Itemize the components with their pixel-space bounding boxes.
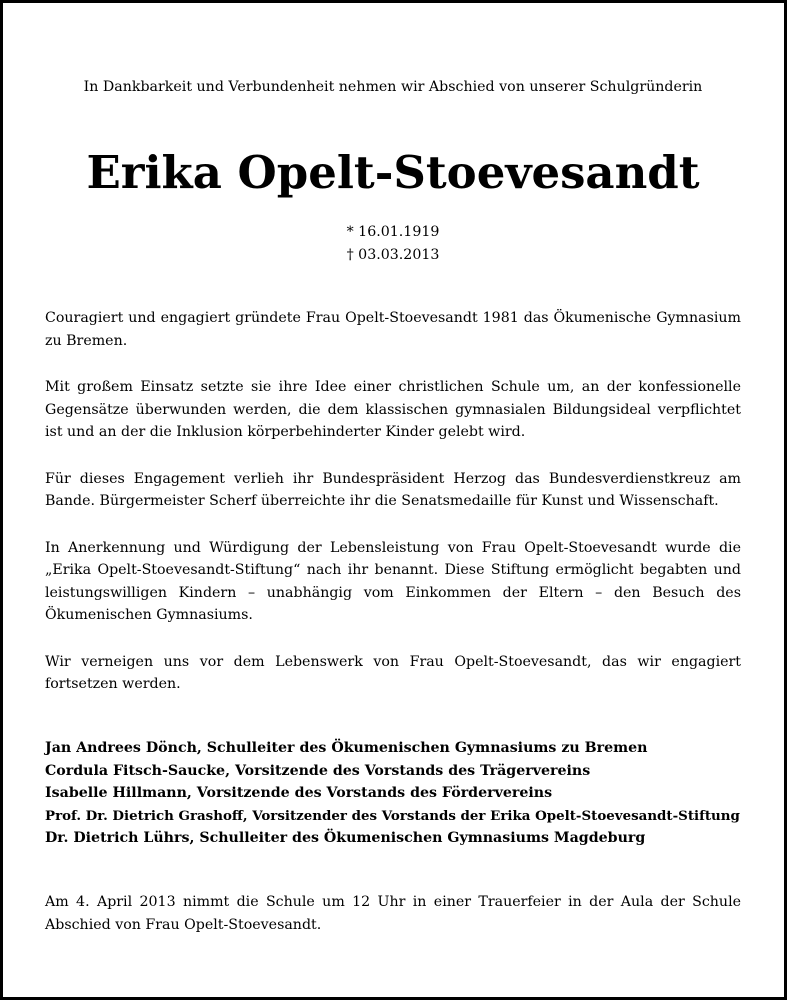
- signer: Prof. Dr. Dietrich Grashoff, Vorsitzender des Vorstands der Erika Opelt-Stoevesandt-Stiftung: [45, 807, 740, 824]
- signer: Isabelle Hillmann, Vorsitzende des Vorstands des Fördervereins: [45, 785, 553, 801]
- paragraph-legacy: Wir verneigen uns vor dem Lebenswerk von Frau Opelt-Stoevesandt, das wir engagiert fortsetzen werden.: [45, 653, 741, 692]
- death-date: † 03.03.2013: [346, 247, 440, 263]
- paragraph-honors: Für dieses Engagement verlieh ihr Bundespräsident Herzog das Bundesverdienstkreuz am Bande. Bürgermeister Scherf überreichte ihr die Senatsmedaille für Kunst und Wissenschaft.: [45, 470, 741, 509]
- signer: Jan Andrees Dönch, Schulleiter des Ökumenischen Gymnasiums zu Bremen: [45, 740, 648, 756]
- intro-line: In Dankbarkeit und Verbundenheit nehmen wir Abschied von unserer Schulgründerin: [83, 79, 703, 95]
- paragraph-founding: Couragiert und engagiert gründete Frau Opelt-Stoevesandt 1981 das Ökumenische Gymnasium zu Bremen.: [45, 310, 741, 349]
- signers-list: [45, 737, 741, 850]
- deceased-name: Erika Opelt-Stoevesandt: [86, 146, 700, 199]
- signer: Cordula Fitsch-Saucke, Vorsitzende des Vorstands des Trägervereins: [45, 762, 591, 779]
- paragraph-foundation: In Anerkennung und Würdigung der Lebensleistung von Frau Opelt-Stoevesandt wurde die „Erika Opelt-Stoevesandt-Stiftung“ nach ihr benannt. Diese Stiftung ermöglicht begabten und leistungswilligen Kindern – unabhängig vom Einkommen der Eltern – den Besuch des Ökumenischen Gymnasiums.: [45, 539, 741, 623]
- life-dates: [45, 221, 741, 267]
- funeral-announcement: Am 4. April 2013 nimmt die Schule um 12 Uhr in einer Trauerfeier in der Aula der Schule Abschied von Frau Opelt-Stoevesandt.: [45, 894, 741, 933]
- signer: Dr. Dietrich Lührs, Schulleiter des Ökumenischen Gymnasiums Magdeburg: [45, 830, 646, 846]
- tribute-text: [45, 307, 741, 720]
- birth-date: * 16.01.1919: [346, 224, 440, 240]
- notice-content: [45, 3, 741, 997]
- paragraph-vision: Mit großem Einsatz setzte sie ihre Idee einer christlichen Schule um, an der konfessionelle Gegensätze überwunden werden, die dem klassischen gymnasialen Bildungsideal verpflichtet ist und an der die Inklusion körperbehinderter Kinder gelebt wird.: [45, 379, 741, 440]
